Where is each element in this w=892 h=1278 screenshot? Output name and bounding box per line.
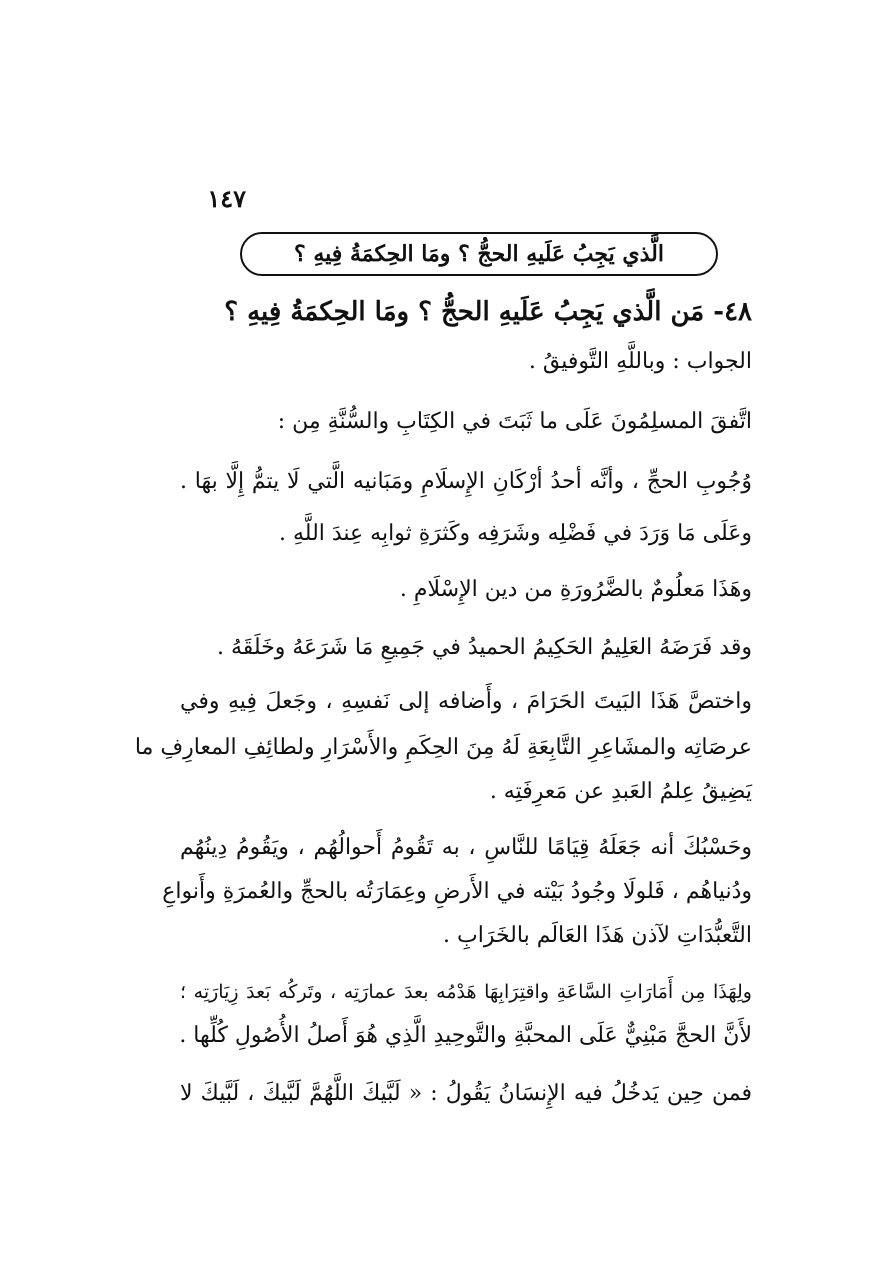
section-heading: الَّذي يَجِبُ عَلَيهِ الحجُّ ؟ ومَا الحِكمَةُ فِيهِ ؟: [294, 241, 664, 267]
text-line: وعَلَى مَا وَرَدَ في فَضْلِه وشَرَفِه وكَثرَةِ ثوابِه عِندَ اللَّهِ .: [279, 521, 752, 546]
text-line: التَّعبُّدَاتِ لآذن هَذَا العَالَم بالخَرَابِ .: [443, 923, 752, 948]
question-title: ٤٨- مَن الَّذي يَجِبُ عَلَيهِ الحجُّ ؟ ومَا الحِكمَةُ فِيهِ ؟: [224, 297, 752, 327]
text-line: الجواب : وباللَّهِ التَّوفيقُ .: [528, 349, 752, 374]
text-line: وحَسْبُكَ أنه جَعَلَهُ قِيَامًا للنَّاسِ ، به تَقُومُ أَحوالُهُم ، ويَقُومُ دِينُهُم: [180, 835, 752, 860]
text-line: اتَّفقَ المسلِمُونَ عَلَى ما ثَبَتَ في الكِتَابِ والسُّنَّةِ مِن :: [277, 409, 752, 434]
text-line: ودُنياهُم ، فَلولَا وجُودُ بَيْته في الأَرضِ وعِمَارَتُه بالحجِّ والعُمرَةِ وأَنواعِ: [162, 879, 752, 904]
page-number: ١٤٧: [207, 184, 246, 213]
text-line: وُجُوبِ الحجِّ ، وأنَّه أحدُ أرْكَانِ الإِسلَامِ ومَبَانيه الَّتي لَا يتمُّ إِلَّا بهَا .: [180, 469, 752, 494]
text-line: لأَنَّ الحجَّ مَبْنِيٌّ عَلَى المحبَّةِ والتَّوحِيدِ الَّذِي هُوَ أَصلُ الأُصُولِ كُلِّها .: [179, 1023, 752, 1048]
text-line: ولِهَذَا مِن أَمَارَاتِ السَّاعَةِ واقتِرَابِهَا هَدْمُه بعدَ عمارَتِه ، وتَركُه بَعدَ زِيَارَتِه ؛: [180, 981, 752, 1003]
text-line: فمن حِين يَدخُلُ فيه الإِنسَانُ يَقُولُ : « لَبَّيكَ اللَّهُمَّ لَبَّيكَ ، لَبَّيكَ لا: [180, 1081, 752, 1106]
text-line: عرصَاتِه والمشَاعِرِ التَّابِعَةِ لَهُ مِنَ الحِكَمِ والأَسْرَارِ ولطائِفِ المعارِفِ ما: [134, 735, 752, 760]
text-line: وقد فَرَضَهُ العَلِيمُ الحَكِيمُ الحميدُ في جَمِيعِ مَا شَرَعَهُ وخَلَقَهُ .: [216, 635, 752, 660]
text-line: وهَذَا مَعلُومٌ بالضَّرُورَةِ من دين الإِسْلَامِ .: [399, 577, 752, 602]
text-line: يَضِيقُ عِلمُ العَبدِ عن مَعرِفَتِه .: [489, 779, 752, 804]
text-line: واختصَّ هَذَا البَيتَ الحَرَامَ ، وأَضافه إلى نَفسِهِ ، وجَعلَ فِيهِ وفي: [180, 689, 752, 714]
